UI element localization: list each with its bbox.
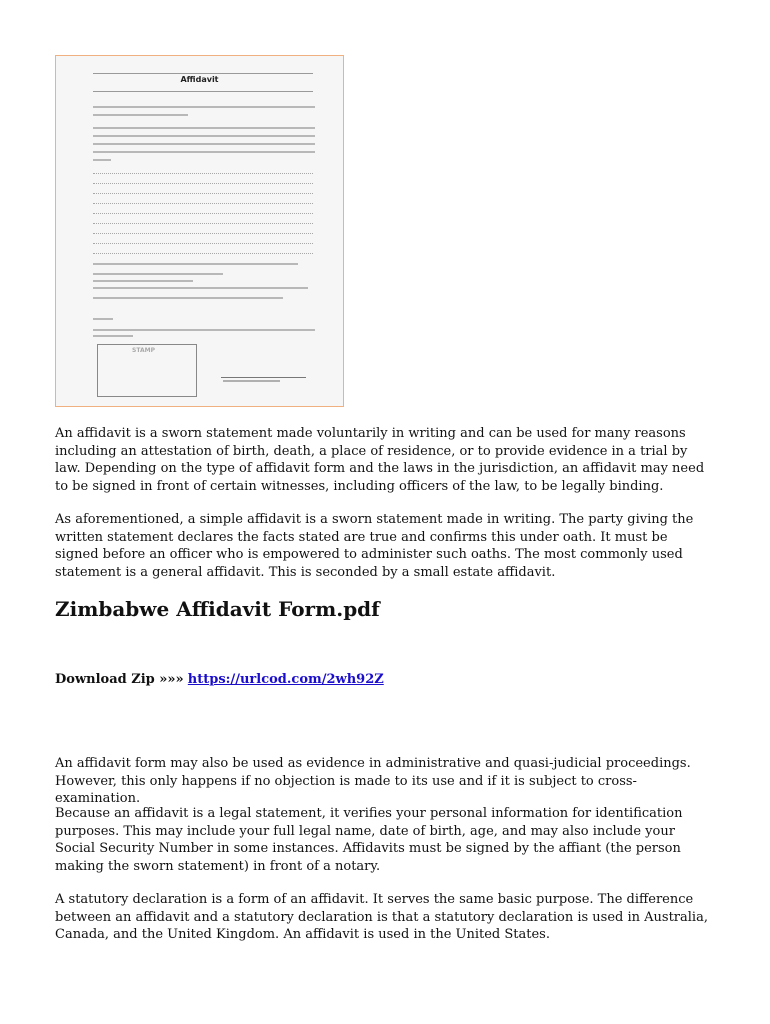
- stamp-box: [97, 344, 197, 397]
- signature-label: [223, 380, 280, 382]
- intro-paragraph-2: As aforementioned, a simple affidavit is a sworn statement made in writing. The party giving the written statement declares the facts stated are true and confirms this under oath. It must be signed before an officer who is empowered to administer such oaths. The most commonly used statement is a general affidavit. This is seconded by a small estate affidavit.: [55, 512, 694, 580]
- signature-line: [221, 377, 306, 378]
- affidavit-form-thumbnail: [55, 55, 344, 407]
- body-paragraph-1: An affidavit form may also be used as evidence in administrative and quasi-judicial proceedings. However, this only happens if no objection is made to its use and if it is subject to cross-examination.: [55, 756, 691, 807]
- download-label: Download Zip »»»: [55, 672, 184, 687]
- stamp-label: STAMP: [132, 347, 155, 354]
- body-paragraph-3: A statutory declaration is a form of an affidavit. It serves the same basic purpose. The difference between an affidavit and a statutory declaration is that a statutory declaration is used in Australia, Canada, and the United Kingdom. An affidavit is used in the United States.: [55, 892, 708, 943]
- download-line: [55, 671, 384, 688]
- body-paragraph-2: Because an affidavit is a legal statement, it verifies your personal information for identification purposes. This may include your full legal name, date of birth, age, and may also include your Social Security Number in some instances. Affidavits must be signed by the affiant (the person making the sworn statement) in front of a notary.: [55, 806, 683, 874]
- download-link[interactable]: https://urlcod.com/2wh92Z: [187, 672, 384, 687]
- page-title: Zimbabwe Affidavit Form.pdf: [55, 597, 380, 621]
- intro-paragraph-1: An affidavit is a sworn statement made voluntarily in writing and can be used for many reasons including an attestation of birth, death, a place of residence, or to provide evidence in a trial by law. Depending on the type of affidavit form and the laws in the jurisdiction, an affidavit may need to be signed in front of certain witnesses, including officers of the law, to be legally binding.: [55, 426, 705, 494]
- thumbnail-title: Affidavit: [180, 75, 219, 84]
